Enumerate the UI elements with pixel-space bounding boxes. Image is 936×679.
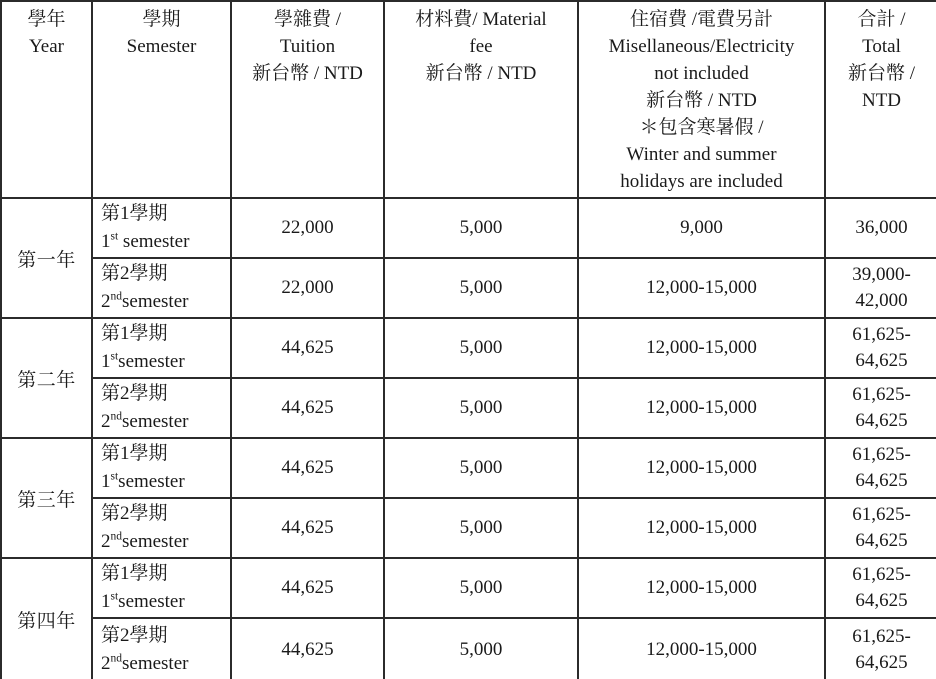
cell-semester bbox=[92, 498, 231, 558]
total-line: 64,625 bbox=[855, 350, 908, 371]
semester-en bbox=[101, 228, 230, 256]
header-line: 學期 bbox=[142, 9, 181, 30]
header-line: 學雜費 / bbox=[273, 9, 342, 30]
ordinal-suffix: nd bbox=[110, 652, 122, 665]
header-cell-miscellaneous bbox=[578, 1, 825, 198]
header-line: Tuition bbox=[279, 36, 336, 57]
total-line: 61,625- bbox=[852, 324, 911, 345]
semester-zh: 第1學期 bbox=[101, 203, 168, 224]
cell-semester bbox=[92, 618, 231, 679]
cell-material-fee: 5,000 bbox=[384, 438, 578, 498]
cell-tuition: 44,625 bbox=[231, 438, 384, 498]
header-line: Semester bbox=[126, 36, 197, 57]
cell-total bbox=[825, 378, 936, 438]
cell-total bbox=[825, 438, 936, 498]
cell-year-4: 第四年 bbox=[1, 558, 92, 679]
cell-year-1: 第一年 bbox=[1, 198, 92, 318]
total-line: 61,625- bbox=[852, 384, 911, 405]
header-line: 住宿費 /電費另計 bbox=[629, 9, 774, 30]
cell-year-2: 第二年 bbox=[1, 318, 92, 438]
total-line: 64,625 bbox=[855, 530, 908, 551]
total-line: 61,625- bbox=[852, 504, 911, 525]
semester-en bbox=[101, 650, 230, 678]
header-line: 新台幣 / NTD bbox=[252, 63, 363, 84]
cell-tuition: 44,625 bbox=[231, 618, 384, 679]
header-cell-total bbox=[825, 1, 936, 198]
cell-material-fee: 5,000 bbox=[384, 558, 578, 618]
total-line: 64,625 bbox=[855, 590, 908, 611]
cell-semester bbox=[92, 258, 231, 318]
table-body bbox=[1, 198, 936, 679]
table-row-y1s2 bbox=[1, 258, 936, 318]
cell-tuition: 22,000 bbox=[231, 198, 384, 258]
cell-semester bbox=[92, 318, 231, 378]
header-line: Total bbox=[862, 36, 901, 57]
ordinal-suffix: st bbox=[110, 230, 119, 243]
cell-miscellaneous: 12,000-15,000 bbox=[578, 378, 825, 438]
cell-semester bbox=[92, 438, 231, 498]
semester-zh: 第1學期 bbox=[101, 323, 168, 344]
header-cell-tuition bbox=[231, 1, 384, 198]
semester-en bbox=[101, 288, 230, 316]
cell-total bbox=[825, 498, 936, 558]
cell-total bbox=[825, 258, 936, 318]
semester-en bbox=[101, 528, 230, 556]
semester-word: semester bbox=[118, 471, 185, 492]
semester-en bbox=[101, 468, 230, 496]
header-line: fee bbox=[469, 36, 493, 57]
cell-miscellaneous: 12,000-15,000 bbox=[578, 498, 825, 558]
cell-miscellaneous: 12,000-15,000 bbox=[578, 318, 825, 378]
cell-total bbox=[825, 198, 936, 258]
header-row bbox=[1, 1, 936, 198]
header-line: 新台幣 / NTD bbox=[646, 90, 757, 111]
total-line: 64,625 bbox=[855, 410, 908, 431]
cell-semester bbox=[92, 558, 231, 618]
total-line: 36,000 bbox=[855, 217, 908, 238]
table-row-y2s1 bbox=[1, 318, 936, 378]
cell-semester bbox=[92, 378, 231, 438]
table-row-y2s2 bbox=[1, 378, 936, 438]
ordinal-suffix: nd bbox=[110, 410, 122, 423]
header-line: Misellaneous/Electricity bbox=[608, 36, 795, 57]
header-line: 新台幣 / bbox=[847, 63, 916, 84]
semester-zh: 第2學期 bbox=[101, 624, 168, 646]
cell-miscellaneous: 12,000-15,000 bbox=[578, 258, 825, 318]
ordinal-suffix: st bbox=[110, 590, 119, 603]
header-line: ＊包含寒暑假 / bbox=[639, 117, 764, 138]
header-line: 材料費/ Material bbox=[415, 9, 547, 30]
semester-word: semester bbox=[122, 291, 189, 312]
cell-total bbox=[825, 558, 936, 618]
table-row-y4s2 bbox=[1, 618, 936, 679]
ordinal-number: 2 bbox=[101, 411, 111, 432]
cell-total bbox=[825, 618, 936, 679]
header-line: 學年 bbox=[27, 9, 66, 30]
ordinal-suffix: st bbox=[110, 350, 119, 363]
semester-word: semester bbox=[122, 411, 189, 432]
header-line: 新台幣 / NTD bbox=[425, 63, 537, 84]
total-line: 61,625- bbox=[852, 564, 911, 585]
cell-material-fee: 5,000 bbox=[384, 318, 578, 378]
semester-zh: 第1學期 bbox=[101, 563, 168, 584]
total-line: 64,625 bbox=[855, 470, 908, 491]
ordinal-number: 2 bbox=[101, 291, 111, 312]
ordinal-suffix: nd bbox=[110, 290, 122, 303]
semester-en bbox=[101, 348, 230, 376]
header-cell-material-fee bbox=[384, 1, 578, 198]
header-cell-year bbox=[1, 1, 92, 198]
cell-semester bbox=[92, 198, 231, 258]
ordinal-number: 1 bbox=[101, 231, 111, 252]
semester-word: semester bbox=[118, 351, 185, 372]
ordinal-number: 1 bbox=[101, 471, 111, 492]
total-line: 61,625- bbox=[852, 444, 911, 465]
header-line: Winter and summer bbox=[626, 144, 777, 165]
semester-zh: 第2學期 bbox=[101, 503, 168, 524]
table-row-y3s2 bbox=[1, 498, 936, 558]
cell-year-3: 第三年 bbox=[1, 438, 92, 558]
total-line: 42,000 bbox=[855, 290, 908, 311]
semester-zh: 第2學期 bbox=[101, 263, 168, 284]
ordinal-suffix: st bbox=[110, 470, 119, 483]
table-header bbox=[1, 1, 936, 198]
header-line: 合計 / bbox=[857, 9, 906, 30]
semester-word: semester bbox=[118, 591, 185, 612]
cell-total bbox=[825, 318, 936, 378]
total-line: 39,000- bbox=[852, 264, 911, 285]
semester-zh: 第2學期 bbox=[101, 383, 168, 404]
table-row-y4s1 bbox=[1, 558, 936, 618]
semester-en bbox=[101, 588, 230, 616]
cell-material-fee: 5,000 bbox=[384, 198, 578, 258]
table-row-y1s1 bbox=[1, 198, 936, 258]
cell-material-fee: 5,000 bbox=[384, 258, 578, 318]
cell-material-fee: 5,000 bbox=[384, 618, 578, 679]
cell-miscellaneous: 12,000-15,000 bbox=[578, 558, 825, 618]
ordinal-suffix: nd bbox=[110, 530, 122, 543]
cell-material-fee: 5,000 bbox=[384, 498, 578, 558]
cell-miscellaneous: 9,000 bbox=[578, 198, 825, 258]
ordinal-number: 1 bbox=[101, 351, 111, 372]
table-row-y3s1 bbox=[1, 438, 936, 498]
cell-material-fee: 5,000 bbox=[384, 378, 578, 438]
cell-tuition: 44,625 bbox=[231, 558, 384, 618]
semester-zh: 第1學期 bbox=[101, 443, 168, 464]
header-line: NTD bbox=[861, 90, 902, 111]
cell-miscellaneous: 12,000-15,000 bbox=[578, 438, 825, 498]
semester-word: semester bbox=[122, 652, 189, 674]
header-line: not included bbox=[654, 63, 749, 84]
cell-tuition: 22,000 bbox=[231, 258, 384, 318]
cell-tuition: 44,625 bbox=[231, 378, 384, 438]
header-line: Year bbox=[28, 36, 64, 57]
header-cell-semester bbox=[92, 1, 231, 198]
header-line: holidays are included bbox=[620, 171, 783, 192]
total-line: 61,625- bbox=[852, 625, 911, 647]
total-line: 64,625 bbox=[855, 651, 908, 673]
semester-word: semester bbox=[118, 231, 190, 252]
semester-en bbox=[101, 408, 230, 436]
ordinal-number: 2 bbox=[101, 652, 111, 674]
cell-miscellaneous: 12,000-15,000 bbox=[578, 618, 825, 679]
cell-tuition: 44,625 bbox=[231, 498, 384, 558]
cell-tuition: 44,625 bbox=[231, 318, 384, 378]
ordinal-number: 2 bbox=[101, 531, 111, 552]
semester-word: semester bbox=[122, 531, 189, 552]
ordinal-number: 1 bbox=[101, 591, 111, 612]
